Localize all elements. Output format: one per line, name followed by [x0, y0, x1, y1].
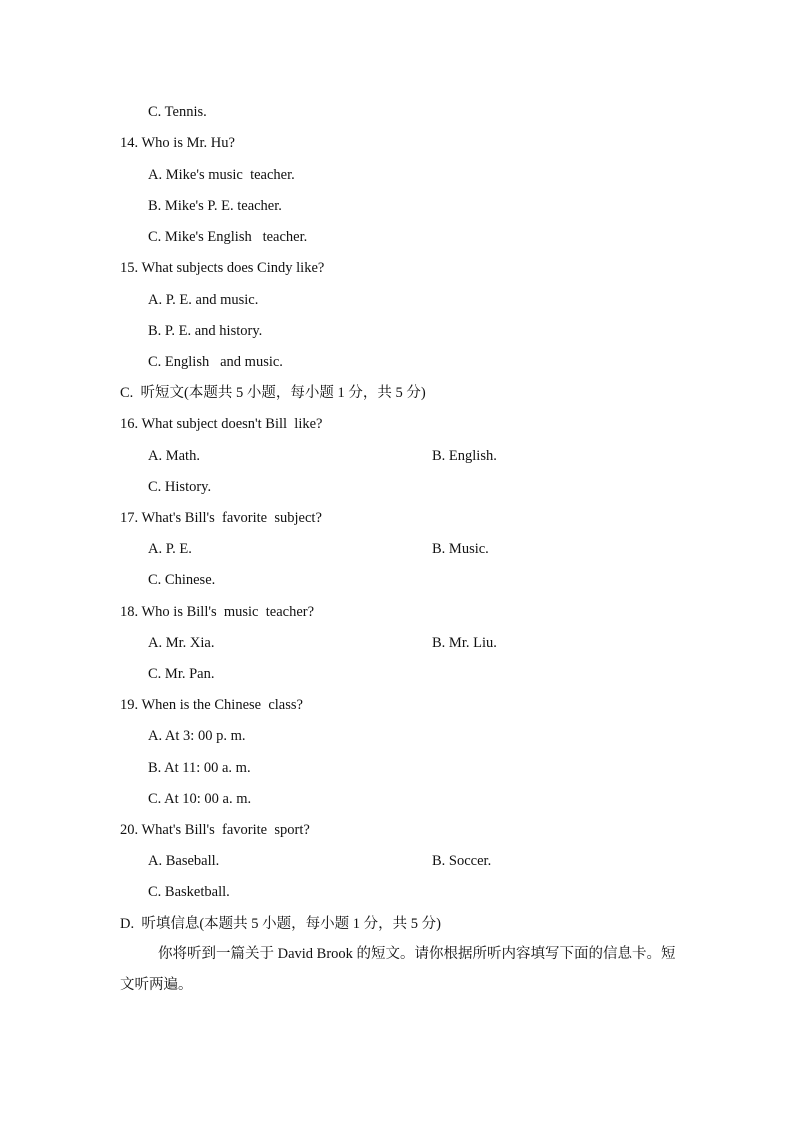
q15-option-a: A. P. E. and music. — [148, 292, 259, 308]
q18-stem: 18. Who is Bill's music teacher? — [120, 604, 315, 620]
q14-option-c: C. Mike's English teacher. — [148, 229, 308, 245]
q20-option-b: B. Soccer. — [432, 853, 492, 869]
q13-option-c: C. Tennis. — [148, 104, 207, 120]
q15-option-b: B. P. E. and history. — [148, 323, 263, 339]
q14-option-a: A. Mike's music teacher. — [148, 167, 295, 183]
section-d-instruction-text: 你将听到一篇关于 David Brook 的短文。请你根据所听内容填写下面的信息卡。短文听两遍。 — [120, 946, 676, 993]
q16-option-c: C. History. — [148, 479, 212, 495]
q17-option-a: A. P. E. — [148, 541, 192, 557]
q20-option-a: A. Baseball. — [148, 853, 220, 869]
q17-option-c: C. Chinese. — [148, 572, 216, 588]
q18-option-b: B. Mr. Liu. — [432, 635, 497, 651]
section-d-title: D. 听填信息(本题共 5 小题，每小题 1 分，共 5 分) — [120, 916, 442, 932]
q14-stem: 14. Who is Mr. Hu? — [120, 135, 235, 151]
q19-stem: 19. When is the Chinese class? — [120, 697, 303, 713]
section-c-title: C. 听短文(本题共 5 小题，每小题 1 分，共 5 分) — [120, 385, 426, 401]
section-d-instruction — [120, 939, 690, 1001]
q15-option-c: C. English and music. — [148, 354, 283, 370]
q20-stem: 20. What's Bill's favorite sport? — [120, 822, 310, 838]
q17-option-b: B. Music. — [432, 541, 489, 557]
q19-option-a: A. At 3: 00 p. m. — [148, 728, 246, 744]
q16-option-b: B. English. — [432, 448, 497, 464]
q16-option-a: A. Math. — [148, 448, 200, 464]
q18-option-a: A. Mr. Xia. — [148, 635, 215, 651]
q19-option-c: C. At 10: 00 a. m. — [148, 791, 252, 807]
q14-option-b: B. Mike's P. E. teacher. — [148, 198, 282, 214]
q20-option-c: C. Basketball. — [148, 884, 230, 900]
q19-option-b: B. At 11: 00 a. m. — [148, 760, 251, 776]
q18-option-c: C. Mr. Pan. — [148, 666, 215, 682]
q17-stem: 17. What's Bill's favorite subject? — [120, 510, 322, 526]
q15-stem: 15. What subjects does Cindy like? — [120, 260, 325, 276]
q16-stem: 16. What subject doesn't Bill like? — [120, 416, 323, 432]
